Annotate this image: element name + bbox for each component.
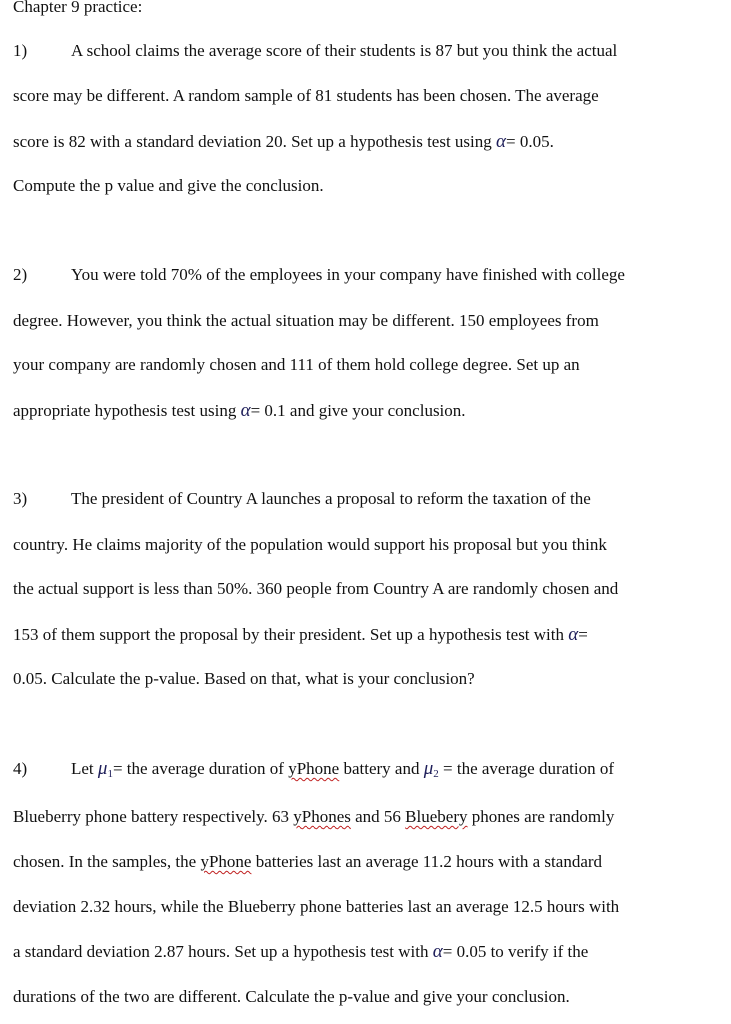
problem-3-line-1 [13,489,591,509]
problem-4-text: chosen. In the samples, the [13,852,197,871]
problem-2-number: 2) [13,265,28,284]
alpha-symbol: α [240,400,251,421]
problem-1-line-2: score may be different. A random sample of 81 students has been chosen. The average [13,86,599,105]
problem-4-text: battery and [343,759,420,778]
problem-3-number: 3) [13,489,28,508]
problem-3-text: The president of Country A launches a proposal to reform the taxation of the [71,489,591,508]
page-title: Chapter 9 practice: [13,0,143,16]
problem-1-text: score is 82 with a standard deviation 20. Set up a hypothesis test using [13,132,492,151]
problem-2-line-1 [13,265,625,285]
alpha-symbol: α [432,941,443,962]
yphone-word: yPhone [200,852,252,871]
problem-4-line-1 [13,759,614,784]
alpha-symbol: α [496,131,506,152]
problem-1-line-1 [13,41,617,61]
problem-2-text: = 0.1 and give your conclusion. [250,401,466,420]
problem-3-text: 153 of them support the proposal by their president. Set up a hypothesis test with [13,625,565,644]
problem-4-line-5 [13,942,588,962]
problem-4-text: batteries last an average 11.2 hours with a standard [255,852,603,871]
problem-2-line-4 [13,401,466,421]
problem-4-text: Blueberry phone battery respectively. 63 [13,807,289,826]
problem-2-line-2: degree. However, you think the actual situation may be different. 150 employees from [13,311,599,330]
problem-4-text: = 0.05 to verify if the [442,942,589,961]
problem-3-line-2: country. He claims majority of the population would support his proposal but you think [13,535,607,554]
yphone-word: yPhone [288,759,340,778]
problem-1-line-4: Compute the p value and give the conclusion. [13,176,324,195]
problem-4-text: = the average duration of [443,759,615,778]
problem-4-text: phones are randomly [471,807,615,826]
alpha-symbol: α [568,624,579,645]
mu-2-symbol: $\mu_2$ [423,758,439,780]
problem-3-line-4 [13,625,588,645]
problem-4-text: and 56 [355,807,401,826]
problem-4-number: 4) [13,759,28,778]
mu-1-symbol: $\mu_1$ [97,758,113,780]
problem-4-line-3 [13,852,602,872]
problem-2-text: appropriate hypothesis test using [13,401,237,420]
problem-4-line-2 [13,807,614,827]
problem-4-line-6: durations of the two are different. Calculate the p-value and give your conclusion. [13,987,570,1006]
problem-4-line-4: deviation 2.32 hours, while the Blueberry phone batteries last an average 12.5 hours with [13,897,620,916]
problem-1-line-3 [13,132,554,152]
bluebery-word: Bluebery [405,807,468,826]
problem-1-text: = 0.05. [506,132,554,151]
problem-2-text: You were told 70% of the employees in your company have finished with college [71,265,625,284]
problem-2-line-3: your company are randomly chosen and 111 of them hold college degree. Set up an [13,355,580,374]
problem-4-text: a standard deviation 2.87 hours. Set up a hypothesis test with [13,942,429,961]
problem-3-line-3: the actual support is less than 50%. 360 people from Country A are randomly chosen and [13,579,619,598]
problem-1-number: 1) [13,41,28,60]
problem-4-text: Let [71,759,94,778]
problem-4-text: = the average duration of [112,759,284,778]
problem-3-text: = [578,625,588,644]
yphones-word: yPhones [293,807,351,826]
problem-1-text: A school claims the average score of their students is 87 but you think the actual [71,41,618,60]
problem-3-line-5: 0.05. Calculate the p-value. Based on that, what is your conclusion? [13,669,475,688]
